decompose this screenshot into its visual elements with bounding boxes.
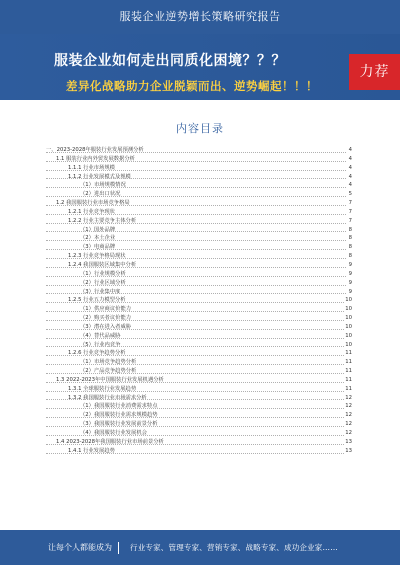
toc-leader-dots (46, 231, 346, 232)
toc-entry-text: （1）我国服装行业消费需求特点 (80, 403, 158, 410)
toc-leader-dots (46, 338, 346, 339)
toc-page-number: 10 (345, 315, 352, 322)
toc-page-number: 4 (348, 155, 352, 162)
toc-entry-text: 1.1 服装行业内外贸发展数据分析 (56, 155, 135, 162)
toc-entry[interactable] (46, 420, 352, 429)
toc-entry-text: （2）进出口状况 (80, 191, 121, 198)
toc-page-number: 13 (345, 447, 352, 454)
toc-leader-dots (46, 382, 346, 383)
footer-roles: 行业专家、管理专家、营销专家、战略专家、成功企业家…… (130, 543, 338, 552)
toc-leader-dots (46, 426, 346, 427)
toc-leader-dots (46, 258, 346, 259)
toc-page-number: 7 (348, 208, 352, 215)
toc-leader-dots (46, 364, 346, 365)
toc-entry[interactable] (46, 367, 352, 376)
toc-entry-text: （2）本土企业 (80, 235, 116, 242)
toc-page-number: 4 (348, 147, 352, 153)
toc-entry-text: 1.2.2 行业主要竞争主体分析 (68, 217, 137, 224)
toc-entry[interactable] (46, 155, 352, 164)
toc-leader-dots (46, 223, 346, 224)
toc-entry[interactable] (46, 358, 352, 367)
toc-entry-text: （4）替代品威胁 (80, 332, 121, 339)
toc-entry-text: （1）行业规模分析 (80, 270, 126, 277)
toc-entry-text: （3）行业集中度 (80, 288, 121, 295)
toc-leader-dots (46, 161, 346, 162)
toc-page-number: 5 (348, 191, 352, 198)
toc-entry[interactable] (46, 288, 352, 297)
toc-entry[interactable] (46, 402, 352, 411)
toc-page-number: 10 (345, 332, 352, 339)
toc-leader-dots (46, 285, 346, 286)
toc-page-number: 4 (348, 173, 352, 180)
toc-entry-text: 1.2.4 我国服装区域集中分析 (68, 261, 137, 268)
toc-entry-text: 1.2.1 行业竞争现状 (68, 208, 115, 215)
footer-divider (118, 542, 119, 554)
toc-entry[interactable] (46, 447, 352, 456)
toc-entry[interactable] (46, 226, 352, 235)
toc-leader-dots (46, 417, 346, 418)
toc-entry[interactable] (46, 385, 352, 394)
hero-subheadline: 差异化战略助力企业脱颖而出、逆势崛起！！！ (66, 79, 318, 93)
toc-entry-text: （2）我国服装行业需求规模趋势 (80, 412, 158, 419)
toc-entry[interactable] (46, 199, 352, 208)
toc-entry[interactable] (46, 411, 352, 420)
toc-entry-text: （2）产品竞争趋势分析 (80, 368, 137, 375)
toc-entry[interactable] (46, 243, 352, 252)
toc-leader-dots (46, 346, 346, 347)
toc-entry[interactable] (46, 279, 352, 288)
toc-leader-dots (46, 240, 346, 241)
toc-leader-dots (46, 249, 346, 250)
toc-entry[interactable] (46, 234, 352, 243)
toc-entry[interactable] (46, 314, 352, 323)
toc-entry-text: 1.4.1 行业发展趋势 (68, 447, 115, 454)
toc-entry[interactable] (46, 438, 352, 447)
toc-page-number: 8 (348, 235, 352, 242)
toc-entry-text: （1）市场竞争趋势分析 (80, 359, 137, 366)
toc-leader-dots (46, 435, 346, 436)
toc-leader-dots (46, 293, 346, 294)
toc-page-number: 12 (345, 403, 352, 410)
toc-page-number: 12 (345, 421, 352, 428)
toc-entry[interactable] (46, 146, 352, 155)
toc-page-number: 12 (345, 394, 352, 401)
toc-leader-dots (46, 214, 346, 215)
toc-page-number: 8 (348, 226, 352, 233)
toc-page-number: 7 (348, 200, 352, 207)
toc-page-number: 11 (345, 376, 352, 383)
toc-leader-dots (46, 408, 346, 409)
toc-leader-dots (46, 170, 346, 171)
toc-entry-text: 1.3 2022-2023年中国服装行业发展机遇分析 (56, 376, 164, 383)
toc-entry[interactable] (46, 323, 352, 332)
toc-entry[interactable] (46, 296, 352, 305)
toc-page-number: 13 (345, 438, 352, 445)
toc-title: 内容目录 (176, 122, 224, 135)
toc-entry-text: 1.2.5 行业五力模型分析 (68, 297, 126, 304)
toc-page-number: 11 (345, 368, 352, 375)
toc-entry[interactable] (46, 394, 352, 403)
toc-entry[interactable] (46, 164, 352, 173)
toc-page-number: 11 (345, 359, 352, 366)
toc-page-number: 12 (345, 412, 352, 419)
toc-entry[interactable] (46, 173, 352, 182)
footer-slogan: 让每个人都能成为 (48, 543, 112, 552)
toc-page-number: 10 (345, 323, 352, 330)
toc-entry-text: 1.2.6 行业竞争趋势分析 (68, 350, 126, 357)
toc-entry[interactable] (46, 376, 352, 385)
toc-entry-text: （3）潜在进入者威胁 (80, 323, 132, 330)
toc-leader-dots (46, 302, 346, 303)
toc-leader-dots (46, 187, 346, 188)
toc-entry-text: （1）市场规模情况 (80, 182, 126, 189)
toc-entry-text: （1）国外品牌 (80, 226, 116, 233)
toc-entry-text: 1.2.3 行业竞争格局现状 (68, 253, 126, 260)
toc-entry[interactable] (46, 261, 352, 270)
toc-entry-text: （1）供应商议价能力 (80, 306, 132, 313)
toc-entry[interactable] (46, 181, 352, 190)
toc-entry-text: （2）购买者议价能力 (80, 315, 132, 322)
toc-leader-dots (46, 399, 346, 400)
toc-entry-text: 一、2023-2028年服装行业发展预测分析 (46, 147, 144, 153)
table-of-contents (46, 146, 352, 456)
toc-page-number: 7 (348, 217, 352, 224)
toc-page-number: 11 (345, 350, 352, 357)
toc-page-number: 9 (348, 288, 352, 295)
toc-entry[interactable] (46, 429, 352, 438)
toc-leader-dots (46, 267, 346, 268)
toc-page-number: 10 (345, 297, 352, 304)
toc-leader-dots (46, 276, 346, 277)
toc-entry[interactable] (46, 208, 352, 217)
toc-page-number: 9 (348, 261, 352, 268)
toc-page-number: 11 (345, 385, 352, 392)
toc-entry-text: （4）我国服装行业发展机会 (80, 430, 147, 436)
toc-page-number: 12 (345, 430, 352, 436)
toc-page-number: 4 (348, 182, 352, 189)
hero-headline: 服装企业如何走出同质化困境？？？ (54, 53, 286, 69)
toc-entry-text: 1.2 我国服装行业市场竞争格局 (56, 200, 130, 207)
toc-entry-text: （5）行业内竞争 (80, 341, 121, 348)
toc-leader-dots (46, 152, 346, 153)
toc-leader-dots (46, 355, 346, 356)
toc-entry[interactable] (46, 270, 352, 279)
recommend-badge: 力荐 (349, 54, 400, 90)
toc-leader-dots (46, 453, 346, 454)
toc-entry-text: （2）行业区域分析 (80, 279, 126, 286)
toc-page-number: 9 (348, 270, 352, 277)
footer-bar (0, 530, 400, 565)
toc-entry[interactable] (46, 341, 352, 350)
toc-leader-dots (46, 311, 346, 312)
toc-page-number: 8 (348, 253, 352, 260)
toc-entry-text: （3）我国服装行业发展前景分析 (80, 421, 158, 428)
toc-leader-dots (46, 444, 346, 445)
toc-entry[interactable] (46, 305, 352, 314)
toc-page-number: 4 (348, 164, 352, 171)
toc-entry[interactable] (46, 217, 352, 226)
toc-entry-text: 1.3.2 我国服装行业市场需求分析 (68, 394, 147, 401)
toc-leader-dots (46, 373, 346, 374)
toc-entry[interactable] (46, 332, 352, 341)
report-header: 服装企业逆势增长策略研究报告 (0, 0, 400, 34)
toc-page-number: 8 (348, 244, 352, 251)
toc-entry-text: （3）电商品牌 (80, 244, 116, 251)
toc-entry-text: 1.4 2023-2028年我国服装行业市场前景分析 (56, 438, 164, 445)
toc-leader-dots (46, 178, 346, 179)
toc-entry-text: 1.1.2 行业发展模式及规模 (68, 173, 131, 180)
toc-entry-text: 1.1.1 行业市场规模 (68, 164, 115, 171)
toc-entry[interactable] (46, 190, 352, 199)
toc-leader-dots (46, 329, 346, 330)
toc-entry[interactable] (46, 252, 352, 261)
toc-leader-dots (46, 196, 346, 197)
toc-entry-text: 1.3.1 全球服装行业发展趋势 (68, 385, 137, 392)
toc-leader-dots (46, 205, 346, 206)
toc-page-number: 9 (348, 279, 352, 286)
hero-banner (0, 34, 400, 100)
toc-page-number: 10 (345, 341, 352, 348)
toc-leader-dots (46, 320, 346, 321)
toc-page-number: 10 (345, 306, 352, 313)
toc-leader-dots (46, 391, 346, 392)
toc-entry[interactable] (46, 349, 352, 358)
